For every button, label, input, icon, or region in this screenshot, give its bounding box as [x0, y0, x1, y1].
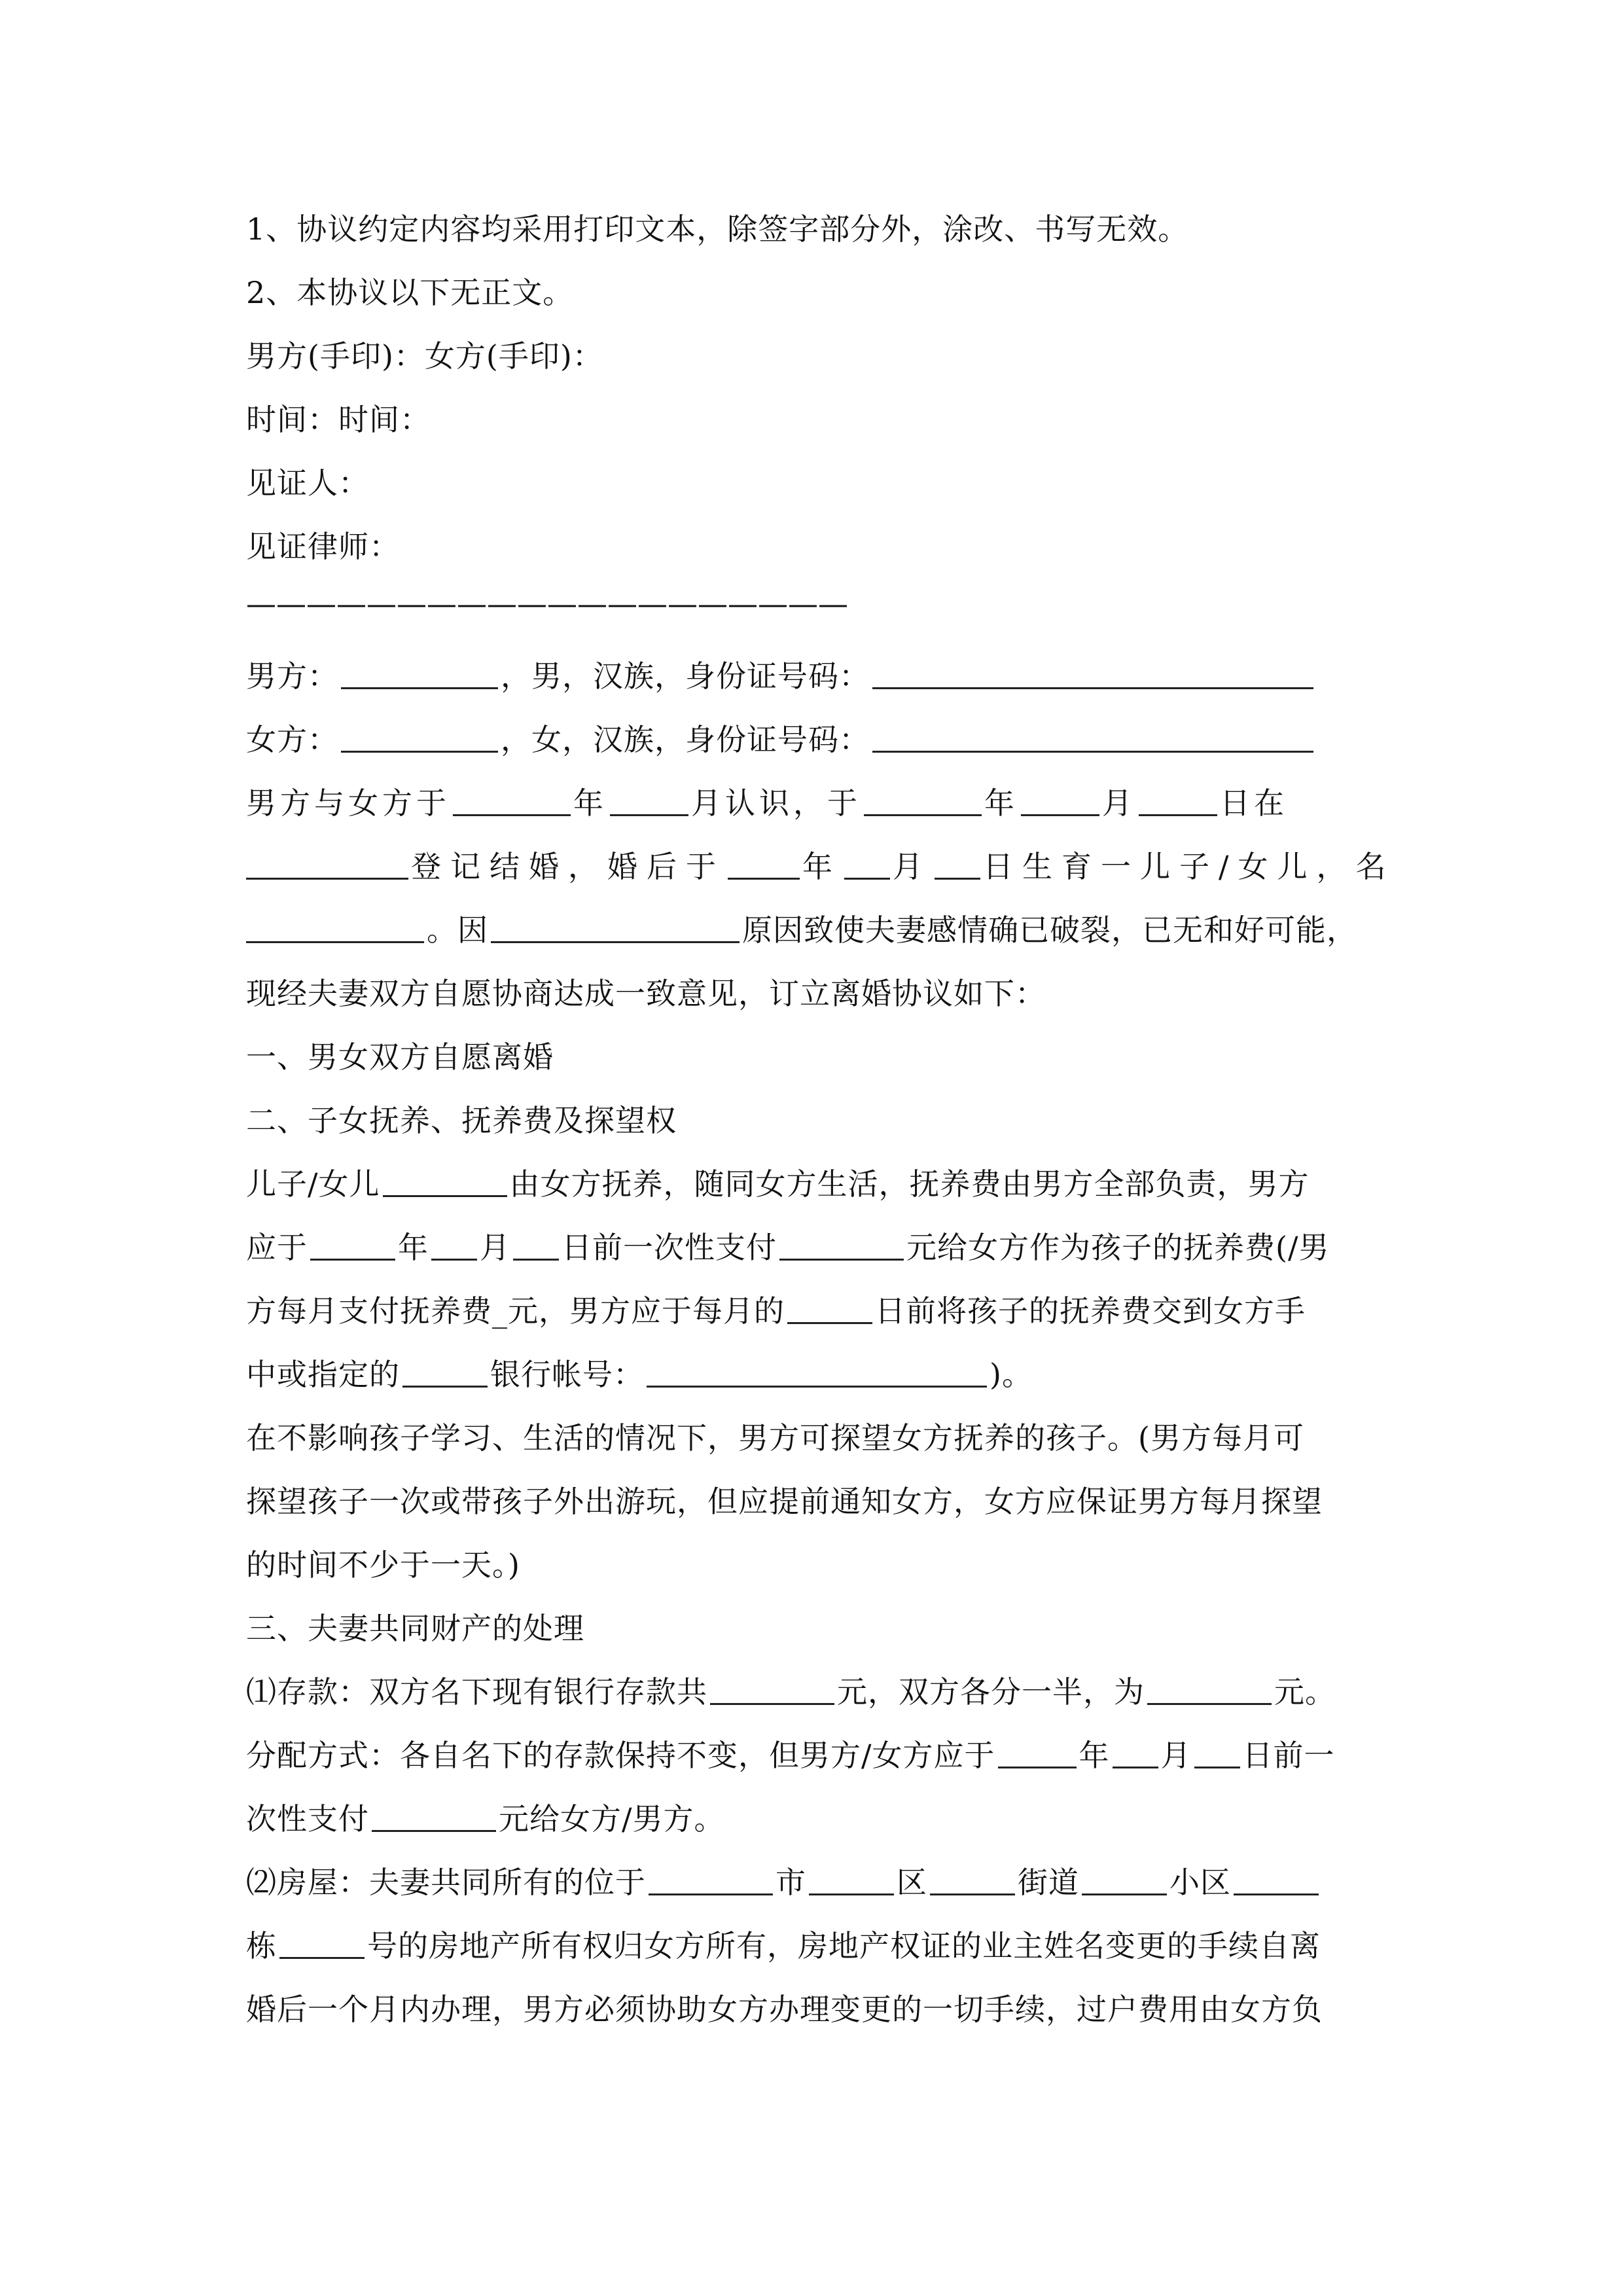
blank [809, 1867, 894, 1895]
marriage-line: 登记结婚，婚后于 年 月 日生育一儿子/女儿，名 [246, 835, 1385, 899]
blank [930, 1867, 1015, 1895]
reason-line: 。因 原因致使夫妻感情确已破裂，已无和好可能， [246, 899, 1385, 962]
distribution-line: 分配方式：各自名下的存款保持不变，但男方/女方应于 年 月 日前一 [246, 1738, 1335, 1773]
blank [779, 1232, 904, 1261]
visitation-line-1: 在不影响孩子学习、生活的情况下，男方可探望女方抚养的孩子。(男方每月可 [246, 1420, 1304, 1456]
blank [647, 1359, 987, 1388]
blank [998, 1740, 1077, 1768]
blank [1113, 1740, 1158, 1768]
blank [372, 1804, 496, 1832]
female-name-blank [341, 725, 498, 753]
blank [513, 1232, 559, 1261]
section-two-heading: 二、子女抚养、抚养费及探望权 [246, 1103, 677, 1138]
female-info: ，女，汉族，身份证号码： [501, 722, 870, 757]
support-payment-line: 应于 年 月 日前一次性支付 元给女方作为孩子的抚养费(/男 [246, 1230, 1330, 1265]
agreement-intro-line: 现经夫妻双方自愿协商达成一致意见，订立离婚协议如下： [246, 976, 1046, 1011]
blank [787, 1296, 872, 1324]
blank [935, 852, 980, 880]
visitation-line-3: 的时间不少于一天。) [246, 1547, 520, 1583]
male-id-blank [872, 661, 1313, 689]
witness-line: 见证人： [246, 465, 369, 501]
custody-line: 儿子/女儿 由女方抚养，随同女方生活，抚养费由男方全部负责，男方 [246, 1166, 1310, 1202]
blank [1147, 1677, 1272, 1705]
monthly-support-line: 方每月支付抚养费_元，男方应于每月的 日前将孩子的抚养费交到女方手 [246, 1293, 1306, 1329]
blank [491, 915, 740, 943]
signature-date-line: 时间：时间： [246, 402, 431, 437]
house-transfer-line: 婚后一个月内办理，男方必须协助女方办理变更的一切手续，过户费用由女方负 [246, 1992, 1323, 2027]
signature-fingerprint-line: 男方(手印)：女方(手印)： [246, 338, 603, 374]
section-three-heading: 三、夫妻共同财产的处理 [246, 1611, 584, 1646]
blank [1082, 1867, 1167, 1895]
lump-sum-line: 次性支付 元给女方/男方。 [246, 1801, 725, 1837]
female-party-line [246, 708, 1385, 772]
acquaintance-line: 男方与女方于 年 月认识，于 年 月 日在 [246, 785, 1288, 821]
blank [1234, 1867, 1319, 1895]
male-info: ，男，汉族，身份证号码： [501, 658, 870, 694]
blank [1021, 788, 1099, 816]
male-name-blank [341, 661, 498, 689]
female-label: 女方： [246, 722, 338, 757]
blank [310, 1232, 395, 1261]
clause-print-only: 1、协议约定内容均采用打印文本，除签字部分外，涂改、书写无效。 [246, 211, 1189, 247]
section-one-heading: 一、男女双方自愿离婚 [246, 1039, 554, 1075]
blank [453, 788, 571, 816]
blank [710, 1677, 834, 1705]
bank-account-line: 中或指定的 银行帐号： )。 [246, 1357, 1033, 1392]
deposit-line: ⑴存款：双方名下现有银行存款共 元，双方各分一半，为 元。 [246, 1674, 1336, 1710]
house-ownership-line: 栋 号的房地产所有权归女方所有，房地产权证的业主姓名变更的手续自离 [246, 1928, 1321, 1964]
blank [728, 852, 800, 880]
blank [431, 1232, 477, 1261]
blank [402, 1359, 488, 1388]
house-location-line: ⑵房屋：夫妻共同所有的位于 市 区 街道 小区 [246, 1851, 1385, 1914]
visitation-line-2: 探望孩子一次或带孩子外出游玩，但应提前通知女方，女方应保证男方每月探望 [246, 1484, 1323, 1519]
clause-no-more-text: 2、本协议以下无正文。 [246, 275, 574, 310]
male-party-line [246, 645, 1385, 708]
blank [610, 788, 688, 816]
blank [246, 915, 424, 943]
male-label: 男方： [246, 658, 338, 694]
blank [844, 852, 890, 880]
blank [649, 1867, 773, 1895]
blank [1194, 1740, 1240, 1768]
witness-lawyer-line: 见证律师： [246, 529, 400, 564]
separator-line: ———————————————————— [246, 586, 848, 621]
blank [246, 852, 408, 880]
blank [1139, 788, 1217, 816]
blank [383, 1169, 507, 1197]
blank [279, 1931, 365, 1959]
blank [864, 788, 982, 816]
female-id-blank [872, 725, 1313, 753]
